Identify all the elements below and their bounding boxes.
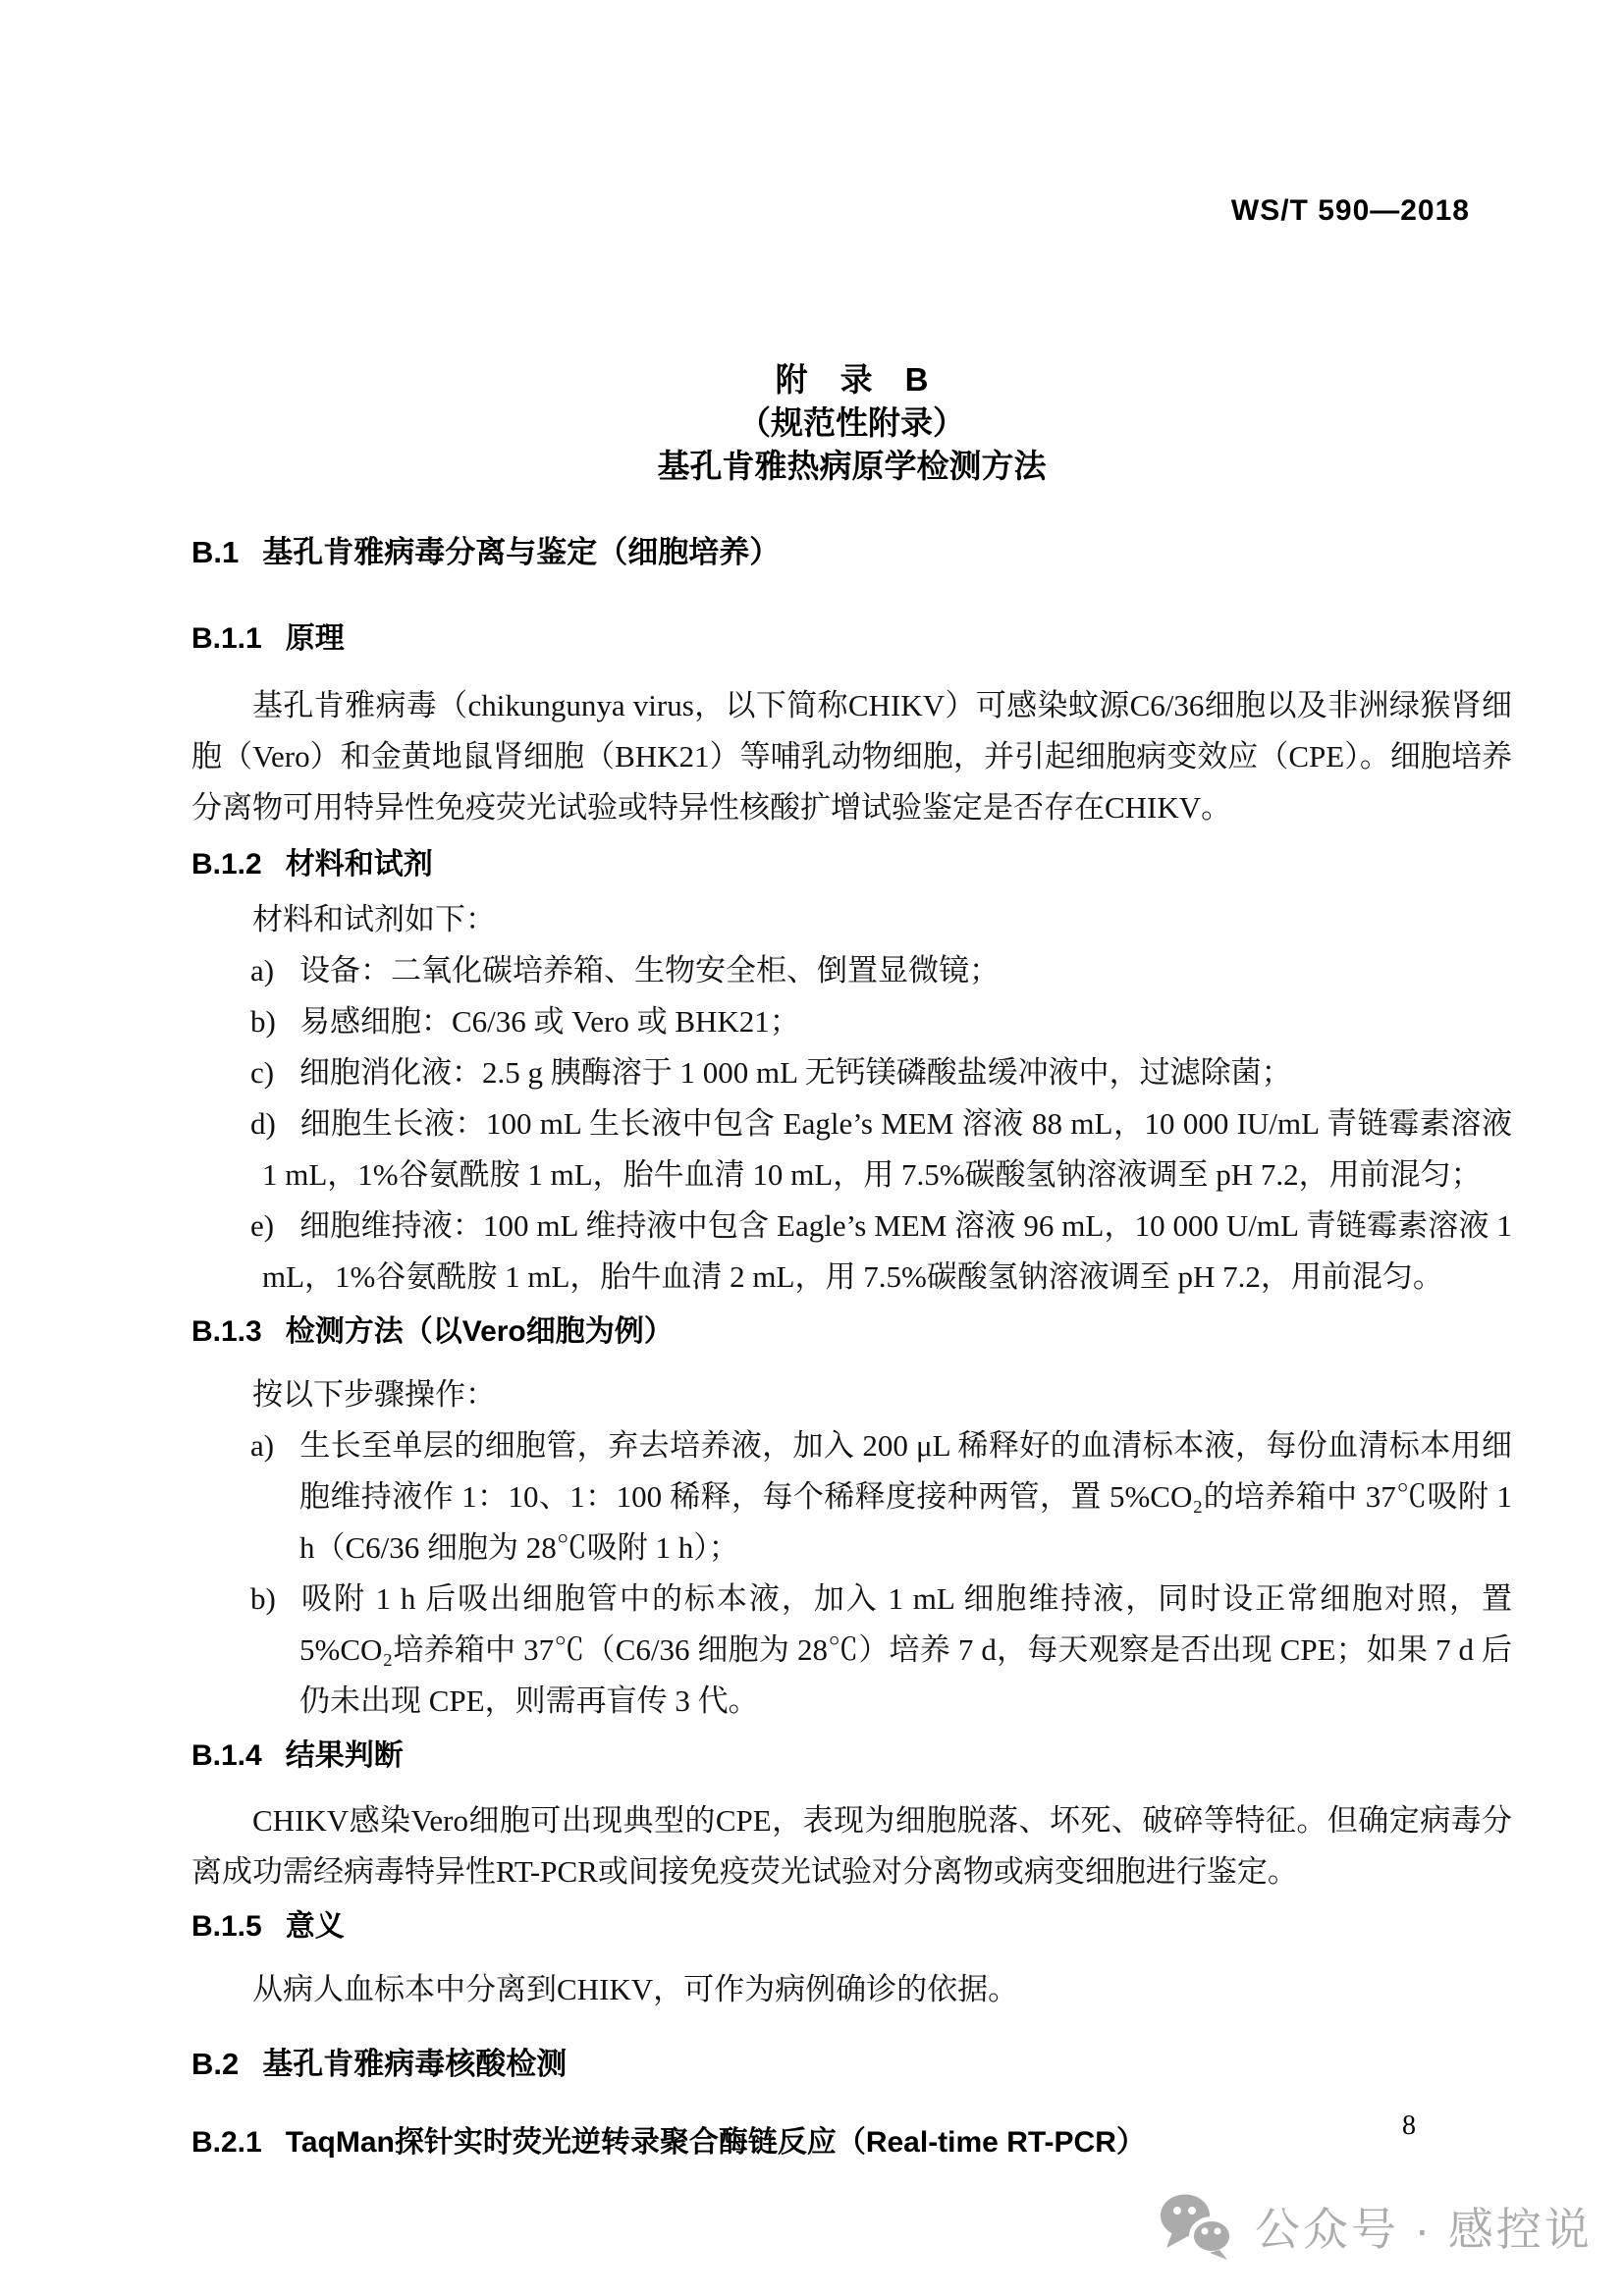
list-item-marker: c) [250, 1055, 275, 1090]
heading-b11-title: 原理 [285, 622, 345, 655]
heading-b13-title: 检测方法（以Vero细胞为例） [285, 1315, 674, 1348]
list-item-marker: e) [250, 1208, 275, 1243]
appendix-title-line2: （规范性附录） [738, 404, 965, 441]
intro-b12: 材料和试剂如下： [252, 902, 496, 936]
heading-b1-title: 基孔肯雅病毒分离与鉴定（细胞培养） [262, 535, 781, 569]
document-content [191, 0, 1512, 2164]
list-item-text: 细胞生长液：100 mL 生长液中包含 Eagle’s MEM 溶液 88 mL，10 000 IU/mL 青链霉素溶液 1 mL，1%谷氨酰胺 1 mL，胎牛血清 10 mL，用 7.5%碳酸氢钠溶液调至 pH 7.2，用前混匀； [262, 1106, 1512, 1192]
list-item-text: 吸附 1 h 后吸出细胞管中的标本液，加入 1 mL 细胞维持液，同时设正常细胞对照，置 5%CO₂培养箱中 37℃（C6/36 细胞为 28℃）培养 7 d，每天观察是否出现 CPE；如果 7 d 后仍未出现 CPE，则需再盲传 3 代。 [299, 1581, 1512, 1718]
list-item-marker: a) [250, 953, 275, 988]
heading-b14-title: 结果判断 [285, 1739, 404, 1772]
heading-b2 [191, 2043, 1512, 2086]
list-item-text: 细胞维持液：100 mL 维持液中包含 Eagle’s MEM 溶液 96 mL，10 000 U/mL 青链霉素溶液 1 mL，1%谷氨酰胺 1 mL，胎牛血清 2 mL，用 7.5%碳酸氢钠溶液调至 pH 7.2，用前混匀。 [262, 1208, 1512, 1294]
heading-b2-number: B.2 [191, 2047, 240, 2081]
heading-b1-number: B.1 [191, 535, 240, 569]
heading-b15-title: 意义 [285, 1910, 345, 1943]
list-item-text: 易感细胞：C6/36 或 Vero 或 BHK21； [299, 1004, 800, 1039]
list-item [191, 1574, 1512, 1727]
appendix-title-line1: 附 录 B [775, 361, 929, 398]
heading-b21-title: TaqMan探针实时荧光逆转录聚合酶链反应（Real-time RT-PCR） [285, 2126, 1146, 2159]
heading-b12-number: B.1.2 [191, 848, 262, 881]
heading-b12-title: 材料和试剂 [285, 848, 433, 881]
list-item-text: 生长至单层的细胞管，弃去培养液，加入 200 μL 稀释好的血清标本液，每份血清标本用细胞维持液作 1：10、1：100 稀释，每个稀释度接种两管，置 5%CO₂的培养箱中 37℃吸附 1 h（C6/36 细胞为 28℃吸附 1 h）； [299, 1428, 1512, 1565]
heading-b1 [191, 531, 1512, 574]
list-item-marker: b) [250, 1004, 276, 1039]
list-item [191, 1420, 1512, 1574]
heading-b21 [191, 2121, 1512, 2164]
heading-b11 [191, 617, 1512, 661]
heading-b2-title: 基孔肯雅病毒核酸检测 [262, 2047, 568, 2081]
heading-b14 [191, 1735, 1512, 1778]
list-item [191, 996, 1512, 1047]
heading-b13 [191, 1310, 1512, 1354]
heading-b15-number: B.1.5 [191, 1910, 262, 1943]
list-item-marker: b) [250, 1581, 276, 1616]
list-b13 [191, 1420, 1512, 1727]
appendix-title-line3: 基孔肯雅热病原学检测方法 [657, 448, 1047, 484]
list-item-marker: a) [250, 1428, 275, 1463]
wechat-icon [1159, 2193, 1237, 2265]
list-item [191, 945, 1512, 996]
paragraph-b14: CHIKV感染Vero细胞可出现典型的CPE，表现为细胞脱落、坏死、破碎等特征。但确定病毒分离成功需经病毒特异性RT-PCR或间接免疫荧光试验对分离物或病变细胞进行鉴定。 [191, 1803, 1512, 1889]
watermark-text: 公众号 · 感控说 [1255, 2203, 1593, 2255]
list-b12 [191, 945, 1512, 1303]
list-item [191, 1201, 1512, 1303]
heading-b15 [191, 1905, 1512, 1949]
appendix-title-block [191, 358, 1512, 488]
list-item [191, 1047, 1512, 1098]
list-item [191, 1098, 1512, 1201]
list-item-marker: d) [250, 1106, 276, 1141]
intro-b13: 按以下步骤操作： [252, 1377, 496, 1412]
heading-b12 [191, 843, 1512, 886]
list-item-text: 细胞消化液：2.5 g 胰酶溶于 1 000 mL 无钙镁磷酸盐缓冲液中，过滤除菌； [299, 1055, 1292, 1090]
heading-b14-number: B.1.4 [191, 1739, 262, 1772]
heading-b11-number: B.1.1 [191, 622, 262, 655]
standard-code-header: WS/T 590—2018 [1230, 194, 1470, 227]
heading-b21-number: B.2.1 [191, 2126, 262, 2159]
paragraph-b15: 从病人血标本中分离到CHIKV，可作为病例确诊的依据。 [252, 1972, 1019, 2006]
watermark [1159, 2193, 1593, 2265]
paragraph-b11: 基孔肯雅病毒（chikungunya virus，以下简称CHIKV）可感染蚊源C6/36细胞以及非洲绿猴肾细胞（Vero）和金黄地鼠肾细胞（BHK21）等哺乳动物细胞，并引起细胞病变效应（CPE）。细胞培养分离物可用特异性免疫荧光试验或特异性核酸扩增试验鉴定是否存在CHIKV。 [191, 688, 1512, 825]
page-number: 8 [1402, 2110, 1416, 2141]
heading-b13-number: B.1.3 [191, 1315, 262, 1348]
list-item-text: 设备：二氧化碳培养箱、生物安全柜、倒置显微镜； [299, 953, 1000, 988]
